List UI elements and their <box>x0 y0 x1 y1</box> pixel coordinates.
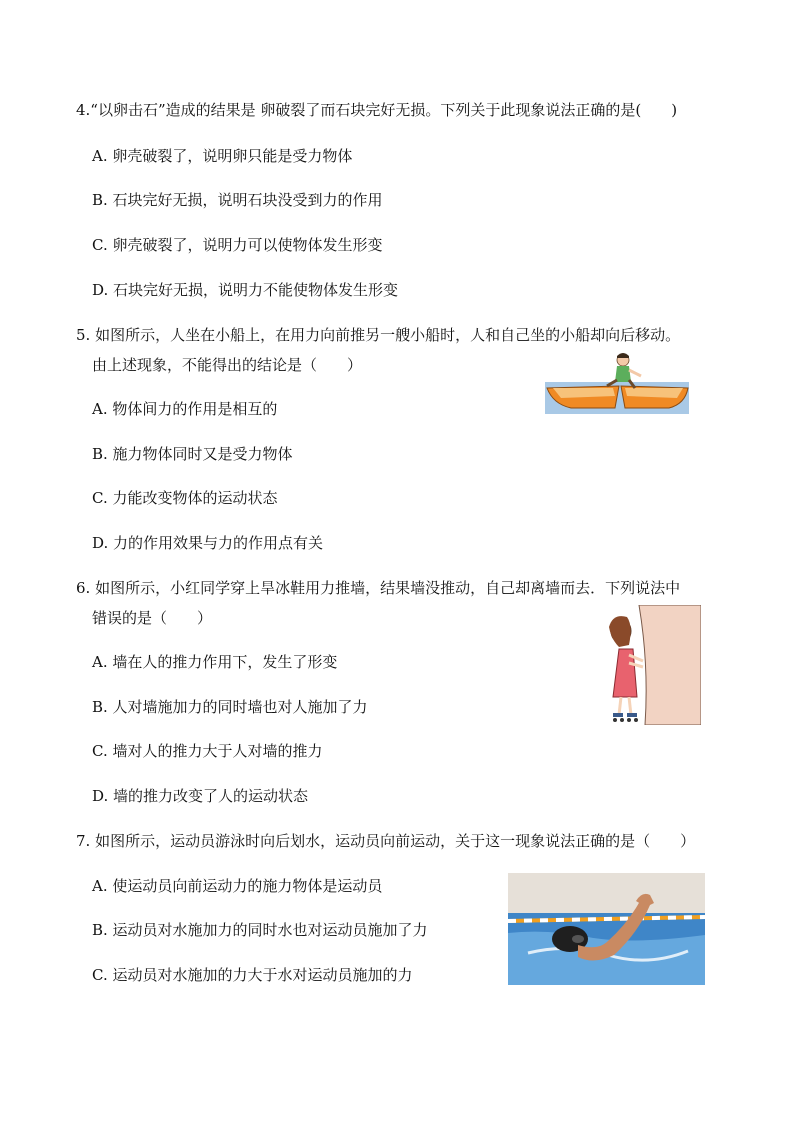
q7-option-a: A. 使运动员向前运动力的施力物体是运动员 <box>92 877 383 895</box>
q6-option-a: A. 墙在人的推力作用下，发生了形变 <box>92 653 338 671</box>
girl-pushing-wall-illustration <box>605 605 701 725</box>
q4-option-c: C. 卵壳破裂了，说明力可以使物体发生形变 <box>92 236 383 254</box>
boats-illustration <box>545 352 689 414</box>
q6-option-c: C. 墙对人的推力大于人对墙的推力 <box>92 742 323 760</box>
q4-stem-line1: 4.“以卵击石”造成的结果是 卵破裂了而石块完好无损。下列关于此现象说法正确的是( ) <box>76 101 678 119</box>
q6-option-d: D. 墙的推力改变了人的运动状态 <box>92 787 309 805</box>
q7-option-c: C. 运动员对水施加的力大于水对运动员施加的力 <box>92 966 413 984</box>
q5-option-c: C. 力能改变物体的运动状态 <box>92 489 278 507</box>
q7-stem-line1: 7. 如图所示，运动员游泳时向后划水，运动员向前运动，关于这一现象说法正确的是（ ） <box>76 832 696 850</box>
q5-stem-line1: 5. 如图所示，人坐在小船上，在用力向前推另一艘小船时，人和自己坐的小船却向后移动。 <box>76 326 681 344</box>
q5-option-d: D. 力的作用效果与力的作用点有关 <box>92 534 324 552</box>
q5-option-b: B. 施力物体同时又是受力物体 <box>92 445 293 463</box>
q6-stem-line1: 6. 如图所示，小红同学穿上旱冰鞋用力推墙，结果墙没推动，自己却离墙而去．下列说法中 <box>76 579 681 597</box>
q6-option-b: B. 人对墙施加力的同时墙也对人施加了力 <box>92 698 368 716</box>
q4-option-d: D. 石块完好无损，说明力不能使物体发生形变 <box>92 281 399 299</box>
q5-option-a: A. 物体间力的作用是相互的 <box>92 400 278 418</box>
q6-stem-line2: 错误的是（ ） <box>92 609 213 627</box>
q4-option-b: B. 石块完好无损，说明石块没受到力的作用 <box>92 191 383 209</box>
q5-stem-line2: 由上述现象，不能得出的结论是（ ） <box>92 356 363 374</box>
q4-option-a: A. 卵壳破裂了，说明卵只能是受力物体 <box>92 147 353 165</box>
q7-option-b: B. 运动员对水施加力的同时水也对运动员施加了力 <box>92 921 428 939</box>
swimmer-photo <box>508 873 705 985</box>
